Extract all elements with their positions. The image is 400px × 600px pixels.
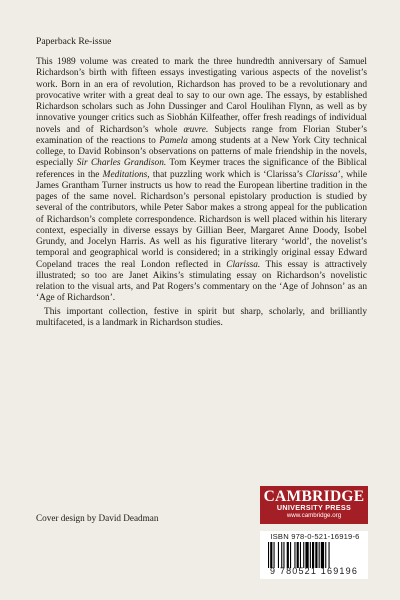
publisher-subtitle: UNIVERSITY PRESS: [276, 503, 352, 512]
italic-title-pamela: Pamela: [159, 135, 188, 146]
italic-title-grandison: Sir Charles Grandison.: [76, 158, 167, 169]
blurb-text: [36, 57, 367, 329]
blurb-text-run: This essay is attractively illustrated; so too are Janet Aikins’s stimulating essay on Richardson’s novelistic relation to the visual arts, and Pat Rogers’s commentary on the ‘Age of Johnson’ as an ‘Age of Richardson’.: [36, 259, 367, 304]
blurb-text-run: This 1989 volume was created to mark the three hundredth anniversary of Samuel Richardson’s birth with fifteen essays investigating various aspects of the novelist’s work. Born in an era of revolution, Richardson has proved to be a revolutionary and provocative writer with a great deal to say to our own age. The essays, by established Richardson scholars such as John Dussinger and Carol Houlihan Flynn, as well as by innovative younger critics such as Siobhán Kilfeather, offer fresh readings of individual novels and of Richardson’s whole: [36, 57, 367, 135]
barcode-bars-icon: [268, 542, 364, 568]
blurb-text-run: Tom Keymer traces the significance of the Biblical references in the: [36, 158, 367, 180]
isbn-text: ISBN 978-0-521-16919-6: [270, 532, 360, 541]
blurb-text-run: Subjects range from Florian Stuber’s examination of the reactions to: [36, 124, 367, 146]
edition-label: Paperback Re-issue: [36, 36, 112, 47]
blurb-text-run: that puzzling work which is ‘Clarissa’s: [149, 169, 306, 180]
publisher-logo: [260, 486, 368, 524]
blurb-paragraph-1: [36, 57, 367, 305]
italic-oeuvre: œuvre.: [183, 124, 209, 135]
blurb-paragraph-2: This important collection, festive in spirit but sharp, scholarly, and brilliantly multifaceted, is a landmark in Richardson studies.: [36, 306, 367, 328]
blurb-text-run: among students at a New York City technical college, to David Robinson’s observations on patterns of male friendship in the novels, especially: [36, 135, 367, 169]
barcode-digits: 9 780521 169196: [269, 566, 359, 576]
blurb-text-run: ’, while James Grantham Turner instructs us how to read the European libertine tradition in the pages of the same novel. Richardson’s personal epistolary production is studied by several of the contributors, while Peter Sabor makes a strong appeal for the publication of Richardson’s complete correspondence. Richardson is well placed within his literary context, especially in diverse essays by Gillian Beer, Margaret Anne Doody, Isobel Grundy, and Jocelyn Harris. As well as his figurative literary ‘world’, the novelist’s temporal and geographical world is considered; in a strikingly original essay Edward Copeland traces the real London reflected in: [36, 169, 367, 270]
italic-title-meditations: Meditations,: [102, 169, 150, 180]
publisher-url: www.cambridge.org: [286, 512, 342, 519]
italic-title-clarissa: Clarissa.: [226, 259, 261, 270]
italic-title-clarissa: Clarissa: [305, 169, 338, 180]
cover-design-credit: Cover design by David Deadman: [36, 513, 159, 523]
publisher-name: CAMBRIDGE: [263, 488, 365, 505]
